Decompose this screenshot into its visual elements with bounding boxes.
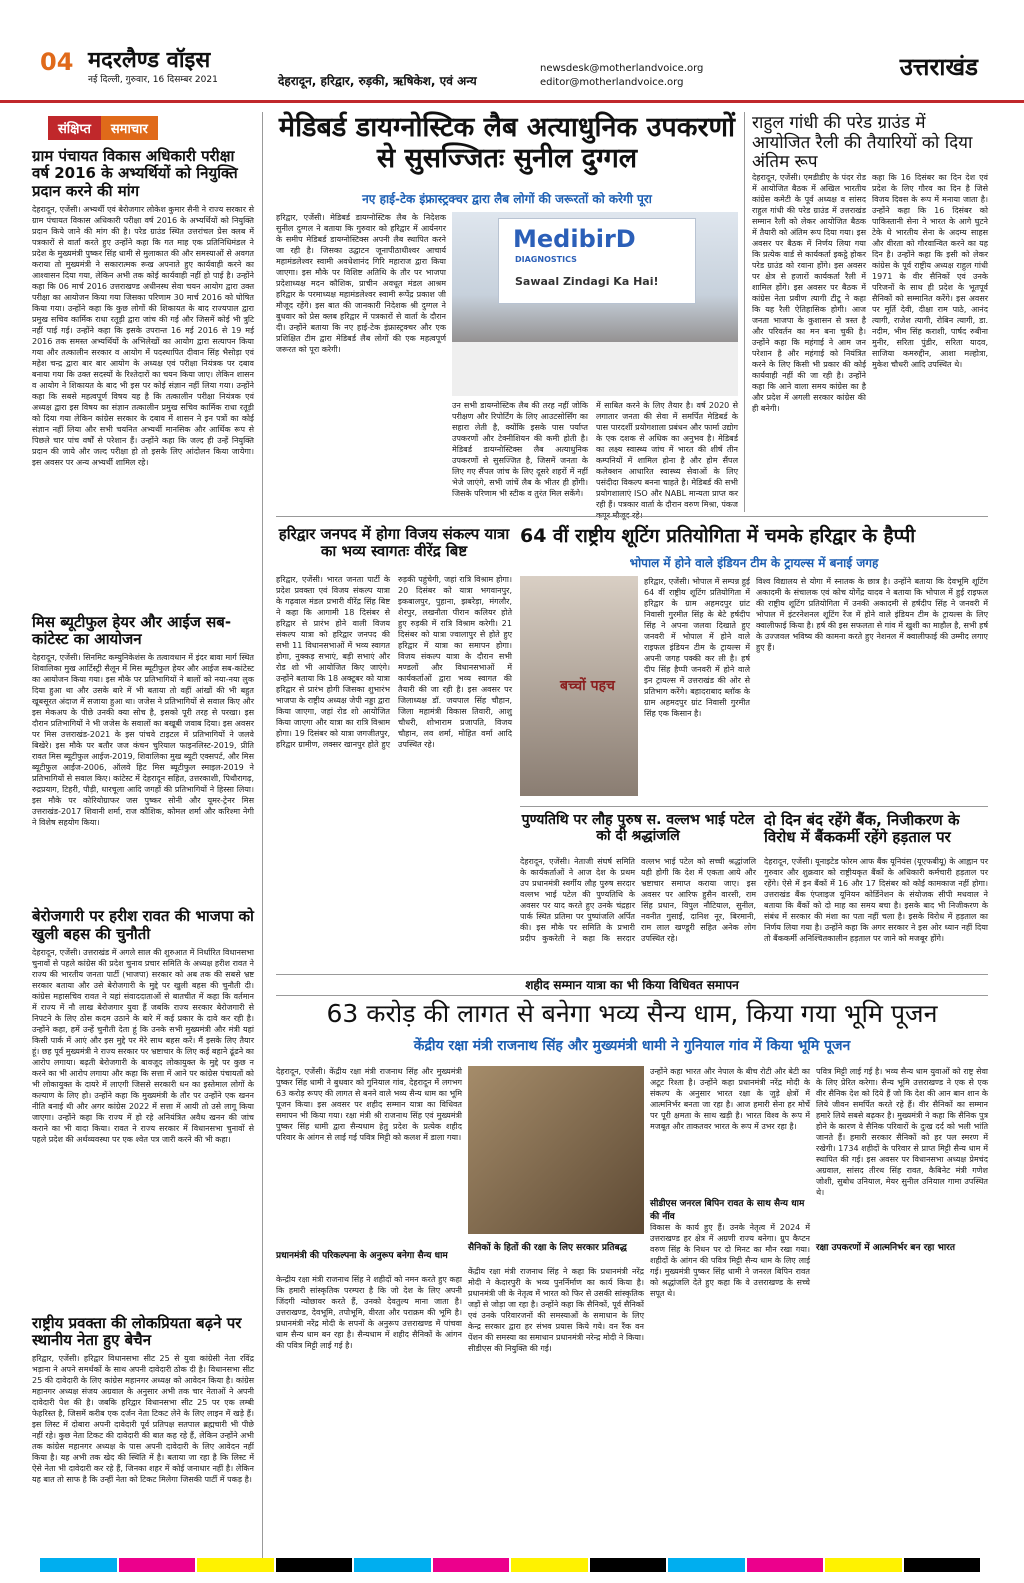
brief-headline-2: मिस ब्यूटीफुल हेयर और आईज सब-कांटेस्ट का आयोजन [32,612,232,648]
sainya-body-d: उन्होंने कहा भारत और नेपाल के बीच रोटी और बेटी का अटूट रिश्ता है। उन्होंने कहा प्रधानमंत्री नरेंद्र मोदी के संकल्प के अनुसार भारत रक्षा के जुड़े क्षेत्रों में आत्मनिर्भर बनता जा रहा है। आज हमारी सेना हर मोर्चे पर पूरी क्षमता के साथ खड़ी है। भारत विश्व के रूप में मजबूत और ताकतवर भारत के रूप में उभर रहा है। [650,1067,810,1131]
lead-photo [452,212,738,396]
sidebar [32,116,254,1556]
bank-body: देहरादून, एजेंसी। यूनाइटेड फोरम आफ बैंक यूनियंस (यूएफबीयू) के आह्वान पर गुरुवार और शुक्रवार को राष्ट्रीयकृत बैंकों के अधिकारी कर्मचारी हड़ताल पर रहेंगे। ऐसे में इन बैंकों में 16 और 17 दिसंबर को कोई कामकाज नहीं होगा। उत्तराखंड बैंक एंप्लाइज यूनियन कोर्डिनेशन के संयोजक सीपी मधवाल ने बताया कि बैंकों को दो माह का समय बचा है। इसके बाद भी निजीकरण के संबंध में सरकार की मंशा का पता नहीं चला है। इसके विरोध में हड़ताल का निर्णय लिया गया है। उन्होंने कहा कि अगर सरकार ने इस ओर ध्यान नहीं दिया तो बैंककर्मी अनिश्चितकालीन हड़ताल पर जाने को मजबूर होंगे। [764,857,988,943]
lead-body-c: में साबित करने के लिए तैयार है। वर्ष 2020 से लगातार जनता की सेवा में समर्पित मेडिबर्ड के पास पारदर्शी प्रयोगशाला प्रबंधन और फार्मा उद्योग के एक दशक से अधिक का अनुभव है। मेडिबर्ड का लक्ष्य स्वास्थ्य जांच में भारत की शीर्ष तीन कम्पनियों में शामिल होना है और होम सैंपल कलेक्शन आधारित स्वास्थ्य सेवाओं के लिए पसंदीदा विकल्प बनना चाहते है। मेडिबर्ड की सभी प्रयोगशालाएं ISO और NABL मान्यता प्राप्त कर रही हैं। पत्रकार वार्ता के दौरान वरुण मिश्रा, पंकज [596,401,738,509]
section-title: उत्तराखंड [899,53,978,81]
sainya-body-e: विकास के कार्य हुए हैं। उनके नेतृत्व में 2024 में उत्तराखण्ड हर क्षेत्र में अग्रणी राज्य बनेगा। ग्रुप कैप्टन वरुण सिंह के निधन पर दो मिनट का मौन रखा गया। शहीदों के आंगन की पवित्र मिट्टी सैन्य धाम के लिए लाई गई। मुख्यमंत्री पुष्कर सिंह धामी ने जनरल बिपिन रावत को श्रद्धांजलि देते हुए कहा कि वे उत्तराखण्ड के सच्चे सपूत थे। [650,1223,810,1298]
medibird-logo-text: MedibirD [513,225,636,253]
vijay-headline: हरिद्वार जनपद में होगा विजय संकल्प यात्रा का भव्य स्वागतः वीरेंद्र बिष्ट [278,525,510,561]
patel-body: देहरादून, एजेंसी। नेताजी संघर्ष समिति के कार्यकर्ताओं ने आज देश के प्रथम उप प्रधानमंत्री स्वर्गीय लौह पुरुष सरदार वल्लभ भाई पटेल की पुण्यतिथि के अवसर पर याद करते हुए उनके चंद्रहार पार्क स्थित प्रतिमा पर पुष्पांजलि अर्पित की। इस मौके पर समिति के प्रभारी प्रदीप कुकरेती ने कहा कि सरदार वल्लभ भाई पटेल को सच्ची श्रद्धांजलि यही होगी कि देश में एकता आये और भ्रष्टाचार समाप्त कराया जाए। इस अवसर पर आरिफ हुसैन वारसी, राम सिंह प्रधान, विपुल नौटियाल, सुनील, नवनीत गुसाईं, दानिश नूर, बिरमानी, राम लाल खण्डूरी सहित अनेक लोग उपस्थित रहे। [520,857,756,943]
rahul-body-b: कहा कि 16 दिसंबर का दिन देश एवं प्रदेश के लिए गौरव का दिन है जिसे विजय दिवस के रूप में मनाया जाता है। उन्होंने कहा कि 16 दिसंबर को पाकिस्तानी सेना ने भारत के आगे घुटने टेके थे भारतीय सेना के अदम्य साहस और वीरता को गौरवान्वित करने का यह दिन है। उन्होंने कहा कि इसी को लेकर कांग्रेस के पूर्व राष्ट्रीय अध्यक्ष राहुल गांधी 1971 के वीर सैनिकों एवं उनके परिजनों के साथ ही प्रदेश के भूतपूर्व सैनिकों को सम्मानित करेंगे। इस अवसर पर मूर्ति देवी, दीक्षा राम पाठे, आनंद त्यागी, राजेश त्यागी, रोबिन त्यागी, डा. नदीम, भीम सिंह कराशी, पार्षद रुबीना मुनीर, सरिता पुंडीर, सरिता यादव, साजिया कमरुद्दीन, आशा मल्होत्रा, मुकेश चौधरी आदि उपस्थित थे। [872,173,988,369]
shooting-photo-sign: बच्चों पहच [560,678,615,694]
vijay-body: हरिद्वार, एजेंसी। भारत जनता पार्टी के प्रदेश प्रवक्ता एवं विजय संकल्प यात्रा के गढ़वाल मंडल प्रभारी वीरेंद्र सिंह बिष्ट ने कहा कि आगामी 18 दिसंबर से हरिद्वार से प्रारंभ होने वाली विजय संकल्प यात्रा को हरिद्वार जनपद की सभी 11 विधानसभाओं में भव्य स्वागत होगा, नुक्कड़ सभाएं, बड़ी सभाएं और रोड शो भी आयोजित किए जाएंगे। उन्होंने बताया कि 18 अक्टूबर को यात्रा हरिद्वार से प्रारंभ होगी जिसका शुभारंभ भाजपा के राष्ट्रीय अध्यक्ष जेपी नड्डा द्वारा किया जाएगा, जहां रोड शो आयोजित किया जाएगा और यात्रा का रात्रि विश्राम होगा। 19 दिसंबर को यात्रा जगजीतपुर, हरिद्वार ग्रामीण, लक्सर खानपुर होते हुए रुड़की पहुंचेगी, जहां रात्रि विश्राम होगा। 20 दिसंबर को यात्रा भगवानपुर, इकबालपुर, पुहाना, झबरेड़ा, मंगलौर, शेरपुर, लखनौता पीरान कलियर होते हुए रुड़की में रात्रि विश्राम करेगी। 21 दिसंबर को यात्रा ज्वालापुर से होते हुए हरिद्वार में यात्रा का समापन होगा। विजय संकल्प यात्रा के दौरान सभी मण्डलों और विधानसभाओं में कार्यकर्ताओं द्वारा भव्य स्वागत की तैयारी की जा रही है। इस अवसर पर जिलाध्यक्ष डॉ. जयपाल सिंह चौहान, जिला महामंत्री विकास तिवारी, आशु चौधरी, शोभाराम प्रजापति, विजय चौहान, लव शर्मा, मोहित वर्मा आदि उपस्थित रहे। [276,575,512,749]
rahul-body-a: देहरादून, एजेंसी। एमडीडीए के पंदर रोड में आयोजित बैठक में अखिल भारतीय कांग्रेस कमेटी के पूर्व अध्यक्ष व सांसद राहुल गांधी की परेड ग्राउंड में उत्तराखंड सम्मान रैली को लेकर आयोजित बैठक में तैयारी को अंतिम रूप दिया गया। इस अवसर पर बैठक में निर्णय लिया गया कि प्रत्येक वार्ड से कार्यकर्ता इकट्ठे होकर परेड ग्राउंड को रवाना होंगे। इस अवसर पर क्षेत्र से हजारों कार्यकर्ता रैली में शामिल होंगे। इस अवसर पर बैठक में कांग्रेस नेता प्रवीण त्यागी टीटू ने कहा कि यह रैली ऐतिहासिक होगी। आज जनता भाजपा के कुशासन से त्रस्त है और परिवर्तन का मन बना चुकी है। उन्होंने कहा कि महंगाई ने आम जन परेशान है और महंगाई को नियंत्रित करने के लिए किसी भी प्रकार की कोई कार्यवाही नहीं की जा रही है। उन्होंने कहा कि आने वाला समय कांग्रेस का है और प्रदेश में अगली सरकार कांग्रेस की ही बनेगी। [752,173,866,413]
sainya-sub1: प्रधानमंत्री की परिकल्पना के अनुरूप बनेगा सैन्य धाम [276,1251,448,1261]
lead-subhead: नए हाई-टेक इंफ्रास्ट्रक्चर द्वारा लैब लोगों की जरूरतों को करेगी पूरा [362,192,652,206]
sainya-body-f: पवित्र मिट्टी लाई गई है। भव्य सैन्य धाम युवाओं को राष्ट्र सेवा के लिए प्रेरित करेगा। सैन्य भूमि उत्तराखण्ड ने एक से एक वीर सैनिक देश को दिये हैं जो कि देश की आन बान शान के लिये जीवन समर्पित करते रहे हैं। वीर सैनिकों का सम्मान हमारे लिये सबसे बढ़कर है। मुख्यमंत्री ने कहा कि सैनिक पुत्र होने के कारण वे सैनिक परिवारों के दुःख दर्द को भली भांति जानते हैं। हमारी सरकार सैनिकों को हर पल स्मरण में रखेगी। 1734 शहीदों के परिवार से प्राप्त मिट्टी सैन्य धाम में स्थापित की गई। इस अवसर पर विधानसभा अध्यक्ष प्रेमचंद अग्रवाल, सांसद तीरथ सिंह रावत, कैबिनेट मंत्री गणेश जोशी, सुबोध उनियाल, मेयर सुनील उनियाल गामा उपस्थित थे। [816,1067,988,1197]
patel-headline: पुण्यतिथि पर लौह पुरुष स. वल्लभ भाई पटेल को दी श्रद्धांजलि [521,812,755,845]
sainya-photo [468,1066,644,1234]
sainya-headline: 63 करोड़ की लागत से बनेगा भव्य सैन्य धाम, किया गया भूमि पूजन [326,999,938,1028]
sainya-sub3: सीडीएस जनरल बिपिन रावत के साथ सैन्य धाम की नींव [650,1199,805,1222]
sainya-sub4: रक्षा उपकरणों में आत्मनिर्भर बन रहा भारत [816,1243,955,1253]
news-email-link[interactable]: newsdesk@motherlandvoice.org [540,63,704,74]
shooting-body-a: हरिद्वार, एजेंसी। भोपाल में सम्पन्न हुई 64 वीं राष्ट्रीय शूटिंग प्रतियोगिता में हरिद्वार के ग्राम अहमदपुर ग्रांट निवासी गुरमीत सिंह के बेटे हर्षदीप सिंह ने अपना जलवा दिखाते हुए जनवरी में भोपाल में होने वाले राइफल इंडियन टीम के ट्रायल्स में अपनी जगह पक्की कर ली है। हर्ष दीप सिंह हैप्पी जनवरी में होने वाले इन ट्रायल्स में उत्तराखंड की ओर से प्रतिभाग करेंगे। बहादराबाद ब्लॉक के ग्राम अहमदपुर ग्रांट निवासी गुरमीत सिंह एक किसान है। [644,577,750,718]
table-draping [452,342,738,396]
brief-body-2: देहरादून, एजेंसी। सिनमिट कम्युनिकेशंस के तत्वावधान में इंदर बावा मार्ग स्थित शिवालिका मुख आर्टिस्ट्री सैलून में मिस ब्यूटीफुल हेयर और आईज सब-कांटेस्ट का आयोजन किया गया। इस मौके पर प्रतिभागियों ने बालों को नया-नया लुक दिया हुआ था और उसके बारे में भी बताया तो वहीं आंखों की भी बहुत खूबसूरत अंदाज में सजाया हुआ था। जजेस ने प्रतिभागियों से सवाल किए और इस मेकअप के पीछे उनकी क्या सोच है, इसको पूरी तरह से परखा। इस दौरान प्रतिभागियों ने भी जजेस के सवालों का बखूबी जवाब दिया। इस अवसर पर मिस उत्तराखंड-2021 के इस पांचवे टाइटल में प्रतिभागियों ने जलवे बिखेरे। इस मौके पर बतौर जज कंचन चुरियाल फाइनलिस्ट-2019, प्रीति रावत मिस ब्यूटीफुल आईज-2019, शिवालिका मुख ब्यूटी एक्सपर्ट, और मिस ब्यूटीफुल आईज-2006, ऑलवे हिट मिस ब्यूटीफुल स्माइल-2019 ने प्रतिभागियों से सवाल किए। कांटेस्ट में देहरादून सहित, उत्तरकाशी, पिथौरागढ़, रुद्रप्रयाग, टिहरी, पौड़ी, धारचूला आदि जगहों की प्रतिभागियों ने हिस्सा लिया। इस मौके पर कोरियोग्राफर जस पुष्कर सोनी और यूमर-ट्रेनर मिस उत्तराखंड-2017 शिवानी शर्मा, राज कौशिक, कोमल शर्मा और करिश्मा नेगी ने विशेष सहयोग किया। [32,653,254,828]
sainya-body-c: केंद्रीय रक्षा मंत्री राजनाथ सिंह ने कहा कि प्रधानमंत्री नरेंद्र मोदी ने केदारपुरी के भव्य पुनर्निर्माण का कार्य किया है। प्रधानमंत्री जी के नेतृत्व में भारत को फिर से उसकी सांस्कृतिक जड़ों से जोड़ा जा रहा है। उन्होंने कहा कि सैनिकों, पूर्व सैनिकों एवं उनके परिवारजनों की समस्याओं के समाधान के लिए केन्द्र सरकार द्वारा हर संभव प्रयास किये गये। वन रैंक वन पेंशन की समस्या का समाधान प्रधानमंत्री नरेन्द्र मोदी ने किया। सीडीएस की नियुक्ति की गई। [468,1267,644,1353]
divider-text: शहीद सम्मान यात्रा का भी किया विधिवत समापन [525,978,739,992]
row-divider-1 [276,516,988,517]
column-divider [744,112,745,512]
row-divider-2 [520,806,988,807]
lead-headline: मेडिबर्ड डायग्नोस्टिक लैब अत्याधुनिक उपकरणों से सुसज्जितः सुनील दुग्गल [278,112,736,175]
tag-news: समाचार [101,116,158,140]
rahul-headline: राहुल गांधी की परेड ग्राउंड में आयोजित रैली की तैयारियों को दिया अंतिम रूप [752,113,973,173]
publication-name: मदरलैण्ड वॉइस [88,48,211,73]
editor-email-link[interactable]: editor@motherlandvoice.org [540,77,684,88]
lead-body-b: उन सभी डायग्नोस्टिक लैब की तरह नहीं जोकि परीक्षण और रिपोर्टिंग के लिए आउटसोर्सिंग का सहारा लेती है, क्योंकि इसके पास पर्याप्त उपकरणों और टेक्नीशियन की कमी होती है। मेडिबर्ड डायग्नोस्टिक्स लैब अत्याधुनिक उपकरणों से सुसज्जित है, जिसमें जनता के लिए गए सैंपल जांच के लिए दूसरे शहरों में नहीं भेजे जाएंगे, सभी जांचें लैब के भीतर ही होंगी। जिसके परिणाम भी स्टीक व तुरंत मिल सकेंगे। [452,401,588,498]
date-line: नई दिल्ली, गुरुवार, 16 दिसम्बर 2021 [88,75,218,85]
sainya-sub2: सैनिकों के हितों की रक्षा के लिए सरकार प्रतिबद्ध [468,1243,627,1253]
page-number: 04 [40,48,74,76]
brief-body-4: हरिद्वार, एजेंसी। हरिद्वार विधानसभा सीट 25 से युवा कांग्रेसी नेता रविंद्र भड़ाना ने अपने समर्थकों के साथ अपनी दावेदारी ठोक दी है। विधानसभा सीट 25 की दावेदारी के लिए कांग्रेस महानगर अध्यक्ष को आवेदन किया है। कांग्रेस महानगर अध्यक्ष संजय अग्रवाल के अनुसार अभी तक चार नेताओं ने अपनी दावेदारी पेश की है। जबकि हरिद्वार विधानसभा सीट 25 पर एक लम्बी फेहरिस्त है, जिसमें करीब एक दर्जन नेता टिकट लेने के लिए लाइन में खड़े हैं। इस लिस्ट में दोबारा अपनी दावेदारी पूर्व प्रतिपक्ष सतपाल ब्रह्मचारी भी पीछे नहीं रहे। कुछ नेता टिकट की दावेदारी की बात कह रहे हैं, लेकिन उन्होंने अभी तक कांग्रेस महानगर अध्यक्ष के पास अपनी दावेदारी के लिए आवेदन नहीं किया है। यह अभी तक खेद की स्थिति में है। बताया जा रहा है कि लिस्ट में ऐसे नेता भी दावेदारी कर रहे हैं, जिनका शहर में कोई जनाधार नहीं है। लेकिन यह बात तो साफ है कि उन्हीं नेता को टिकट मिलेगा जिसकी पार्टी में पकड़ है। [32,1354,254,1485]
medibird-tagline: Sawaal Zindagi Ka Hai! [515,275,659,288]
sidebar-tags [48,116,254,140]
city-list: देहरादून, हरिद्वार, रुड़की, ऋषिकेश, एवं अन्य [278,74,477,88]
sidebar-divider [262,112,263,1558]
lead-body-a: हरिद्वार, एजेंसी। मेडिबर्ड डायग्नोस्टिक लैब के निदेशक सुनील दुग्गल ने बताया कि गुरुवार को हरिद्वार में आर्यनगर के समीप मेडिबर्ड डायग्नोस्टिक्स अपनी लैब स्थापित करने जा रही है। जिसका उद्घाटन जूनापीठाधीश्वर आचार्य महामंडलेश्वर स्वामी अवधेशानंद गिरि महाराज द्वारा किया जाएगा। इस मौके पर विशिष्ट अतिथि के तौर पर भाजपा प्रदेशाध्यक्ष मदन कौशिक, प्राचीन अवधूत मंडल आश्रम हरिद्वार के परमाध्यक्ष महामंडलेश्वर स्वामी रूपेंद्र प्रकाश जी मौजूद रहेंगे। इस बात की जानकारी निदेशक श्री दुग्गल ने बुधवार को प्रेस क्लब हरिद्वार में पत्रकारों से वार्ता के दौरान दी। उन्होंने बताया कि नए हाई-टेक इंफ्रास्ट्रक्चर और एक प्रशिक्षित टीम द्वारा मेडिबर्ड लैब लोगों की एक महत्वपूर्ण जरूरत को पूरा करेगी। [276,213,446,354]
medibird-banner [498,218,696,304]
sainya-body-b: केन्द्रीय रक्षा मंत्री राजनाथ सिंह ने शहीदों को नमन करते हुए कहा कि हमारी सांस्कृतिक परम्परा है कि जो देश के लिए अपनी जिंदगी न्योछावर करते हैं, उनको देवतुल्य माना जाता है। उत्तराखण्ड, देवभूमि, तपोभूमि, वीरता और पराक्रम की भूमि है। प्रधानमंत्री नरेंद्र मोदी के सपनों के अनुरूप उत्तराखण्ड में पांचवा धाम सैन्य धाम बन रहा है। सैन्यधाम में शहीद सैनिकों के आंगन की पवित्र मिट्टी लाई गई है। [276,1275,462,1350]
sainya-body-a: देहरादून, एजेंसी। केंद्रीय रक्षा मंत्री राजनाथ सिंह और मुख्यमंत्री पुष्कर सिंह धामी ने बुधवार को गुनियाल गांव, देहरादून में लगभग 63 करोड़ रूपए की लागत से बनने वाले भव्य सैन्य धाम का भूमि पूजन किया। इस अवसर पर शहीद सम्मान यात्रा का विधिवत समापन भी किया गया। रक्षा मंत्री श्री राजनाथ सिंह एवं मुख्यमंत्री पुष्कर सिंह धामी द्वारा सैन्यधाम हेतु प्रदेश के प्रत्येक शहीद परिवार के आंगन से लाई गई पवित्र मिट्टी को कलश में डाला गया। [276,1067,462,1142]
tag-brief: संक्षिप्त [48,116,101,140]
sainya-subhead: केंद्रीय रक्षा मंत्री राजनाथ सिंह और मुख्यमंत्री धामी ने गुनियाल गांव में किया भूमि पूजन [413,1038,851,1054]
shooting-subhead: भोपाल में होने वाले इंडियन टीम के ट्रायल्स में बनाई जगह [629,556,879,570]
email-block [540,62,703,90]
bank-headline: दो दिन बंद रहेंगे बैंक, निजीकरण के विरोध में बैंककर्मी रहेंगे हड़ताल पर [764,811,960,847]
brief-headline-3: बेरोजगारी पर हरीश रावत की भाजपा को खुली बहस की चुनौती [32,907,254,943]
brief-body-3: देहरादून, एजेंसी। उत्तराखंड में अगले साल की शुरुआत में निर्धारित विधानसभा चुनावों से पहले कांग्रेस की प्रदेश चुनाव प्रचार समिति के अध्यक्ष हरीश रावत ने राज्य की भारतीय जनता पार्टी (भाजपा) सरकार को अब तक की सबसे भ्रष्ट सरकार बताया और उसे बेरोजगारी के मुद्दे पर खुली बहस की चुनौती दी। कांग्रेस महासचिव रावत ने यहां संवाददाताओं से बातचीत में कहा कि वर्तमान में राज्य में नौ लाख बेरोजगार युवा हैं जबकि राज्य सरकार बेरोजगारी से निपटने के लिए ठोस कदम उठाने के बारे में कई प्रकार के दावे कर रही है। उन्होंने कहा, हमें उन्हें चुनौती देता हूं कि उनके सभी मुख्यमंत्री और मंत्री यहां किसी पार्क में आएं और इस मुद्दे पर मेरे साथ बहस करें। मैं इसके लिए तैयार हूं। छह पूर्व मुख्यमंत्री ने राज्य सरकार पर भ्रष्टाचार के लिए कई बहाने ढूंढने का आरोप लगाया। बढ़ती बेरोजगारी के बावजूद लोकायुक्त के मुद्दे पर कुछ न करने का भी आरोप लगाया और कहा कि सत्ता में आने पर कांग्रेस पंचायतों को भी लोकायुक्त के दायरे में लाएगी जिससे सरकारी धन का इस्तेमाल लोगों के कल्याण के लिए हो। उन्होंने कहा कि मुख्यमंत्री के तौर पर उन्होंने एक खनन नीति बनाई थी और अगर कांग्रेस 2022 में सत्ता में आयी तो उसे लागू किया जाएगा। उन्होंने कहा कि राज्य में हो रहे अनियंत्रित अवैध खनन की जांच कराने का भी वादा किया। रावत ने राज्य सरकार में विधानसभा चुनावों से पहले प्रदेश की अर्थव्यवस्था पर एक श्वेत पत्र जारी करने की भी कहा। [32,947,255,1144]
shooting-headline: 64 वीं राष्ट्रीय शूटिंग प्रतियोगिता में चमके हरिद्वार के हैप्पी [520,525,916,547]
registration-strip [40,1558,980,1572]
shooting-photo [520,576,638,796]
brief-headline-1: ग्राम पंचायत विकास अधिकारी परीक्षा वर्ष 2016 के अभ्यर्थियों को नियुक्ति प्रदान करने की मांग [32,147,238,200]
brief-body-1: देहरादून, एजेंसी। अभ्यर्थी एवं बेरोजगार लोकेश कुमार सैनी ने राज्य सरकार से ग्राम पंचायत विकास अधिकारी परीक्षा वर्ष 2016 के अभ्यर्थियों को नियुक्ति प्रदान किये जाने की मांग की है। परेड ग्राउंड स्थित उत्तरांचल प्रेस क्लब में पत्रकारों से वार्ता करते हुए उन्होंने कहा कि गत माह एक प्रतिनिधिमंडल ने प्रदेश के मुख्यमंत्री पुष्कर सिंह धामी से मुलाकात की और समस्याओं से अवगत कराया तो मुख्यमंत्री ने सकारात्मक रूख अपनाते हुए कार्यवाही करने का आश्वासन दिया गया, लेकिन अभी तक कोई कार्यवाही नहीं हो पाई है। उन्होंने कहा कि 06 मार्च 2016 उत्तराखण्ड अधीनस्थ सेवा चयन आयोग द्वारा उक्त परीक्षा का आयोजन किया गया जिसका परिणाम 30 मार्च 2016 को घोषित किया गया। उन्होंने कहा कि कुछ लोगों की शिकायत के बाद राज्यपाल द्वारा प्रमुख सचिव कार्मिक राधा रतूड़ी द्वारा जांच की गई और जिसमें कोई भी त्रुटि नहीं पाई गई। उन्होंने कहा कि इसके उपरान्त 16 मई 2016 से 19 मई 2016 तक समस्त अभ्यर्थियों के अभिलेखों का आयोग द्वारा सत्यापन किया गया और तत्कालीन सरकार व आयोग में पदस्थापित दीवान सिंह भैसोड़ा एवं महेश चन्द्र द्वारा बार बार आयोग के अध्यक्ष एवं परीक्षा नियंत्रक पर दबाव बनाया गया कि उक्त सदस्यों के रिश्तेदारों का चयन किया जाए। लेकिन शासन व आयोग ने शिकायत के बाद भी इस पर कोई संज्ञान नहीं लिया गया। उन्होंने कहा कि सबसे महत्वपूर्ण विषय यह है कि तत्कालीन परीक्षा नियंत्रक एवं अध्यक्ष द्वारा इस विषय का संज्ञान तत्कालीन प्रमुख सचिव कार्मिक राधा रतूड़ी को दिया गया लेकिन कांग्रेस सरकार के दबाव में शासन ने इन पत्रों का कोई संज्ञान नहीं लिया और सभी चयनित अभ्यर्थी मानसिक और आर्थिक रूप से पिछले चार पांच वर्षों से परेशान हैं। उन्होंने कहा कि जल्द ही उन्हें नियुक्ति प्रदान की जाये और जल्द परीक्षा हो तो इसके लिए आंदोलन किया जायेगा। इस अवसर पर अन्य अभ्यर्थी शामिल रहे। [32,204,254,467]
shooting-body-b: विश्व विद्यालय से योगा में स्नातक के छात्र है। उन्होंने बताया कि देवभूमि शूटिंग अकादमी के संचालक एवं कोच योगेंद्र यादव ने बताया कि भोपाल में हुई राइफल की राष्ट्रीय शूटिंग प्रतियोगिता में उनकी अकादमी से हर्षदीप सिंह ने जनवरी में भोपाल में इंटरनेशनल शूटिंग रेंज में होने वाले इंडियन टीम के ट्रायल्स के लिए क्वालीफाई किया है। हर्ष की इस सफलता से गांव में खुशी का माहौल है, सभी हर्ष के उज्जवल भविष्य की कामना करते हुए नेशनल में क्वालीफाई की उम्मीद लगाए हुए हैं। [756,577,988,652]
brief-headline-4: राष्ट्रीय प्रवक्ता की लोकप्रियता बढ़ने पर स्थानीय नेता हुए बेचैन [32,1313,242,1349]
medibird-logo-sub: DIAGNOSTICS [515,255,577,264]
divider-band [276,974,988,996]
